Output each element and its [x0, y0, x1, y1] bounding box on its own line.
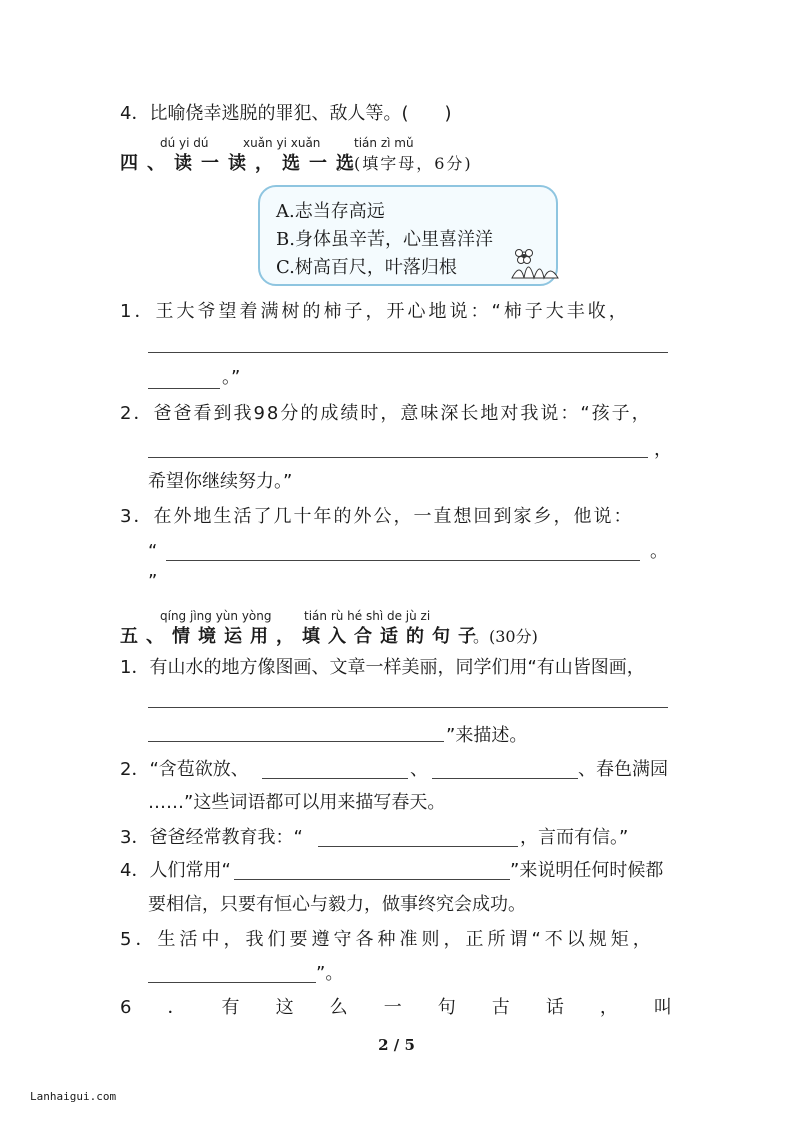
s5-item-2-sep: 、: [410, 759, 428, 780]
options-box: [258, 185, 558, 286]
s5-item-2-blank-a[interactable]: [262, 778, 408, 779]
pinyin-tian-zi-mu: tián zì mǔ: [354, 136, 414, 150]
s5-item-6-char: 么: [329, 997, 348, 1018]
s5-item-6-char: ．: [167, 997, 186, 1018]
s5-item-6-char: 句: [437, 997, 456, 1018]
s4-item-1-tail: 。”: [222, 367, 241, 388]
section-5-heading: 五、情境运用，填入合适的句子: [120, 626, 484, 647]
question-4-prev: 4．比喻侥幸逃脱的罪犯、敌人等。( ): [120, 103, 452, 124]
s5-item-6-char: 有: [221, 997, 240, 1018]
s5-item-2-tail: ……”这些词语都可以用来描写春天。: [148, 792, 446, 813]
s5-item-3-end: ，言而有信。”: [520, 827, 629, 848]
pinyin-tian-ru-he-shi-de-ju-zi: tián rù hé shì de jù zi: [304, 609, 431, 623]
s5-item-6-char: 古: [491, 997, 510, 1018]
s4-item-1: 1．王大爷望着满树的柿子，开心地说：“柿子大丰收，: [120, 301, 630, 322]
s5-item-6: [120, 996, 672, 1020]
s4-item-2: 2．爸爸看到我98分的成绩时，意味深长地对我说：“孩子，: [120, 403, 652, 424]
s4-item-3-period: 。: [650, 541, 668, 562]
s5-item-1-blank-a[interactable]: [148, 707, 668, 708]
s5-item-4-head: 4．人们常用“: [120, 860, 231, 881]
section-4-note: 。(填字母，6分): [336, 154, 473, 173]
option-b: B.身体虽辛苦，心里喜洋洋: [276, 229, 493, 250]
s5-item-6-char: 一: [383, 997, 402, 1018]
s5-item-2-blank-b[interactable]: [432, 778, 578, 779]
s5-item-1-blank-b[interactable]: [148, 741, 444, 742]
s4-item-3-blank[interactable]: [166, 560, 640, 561]
s4-item-1-blank-b[interactable]: [148, 388, 220, 389]
s5-item-5-blank[interactable]: [148, 982, 316, 983]
s5-item-1: 1．有山水的地方像图画、文章一样美丽，同学们用“有山皆图画，: [120, 657, 645, 678]
option-c: C.树高百尺，叶落归根: [276, 257, 457, 278]
s5-item-6-char: 这: [275, 997, 294, 1018]
s5-item-4-end: ”来说明任何时候都: [510, 860, 664, 881]
s5-item-2-end: 、春色满园: [578, 759, 668, 780]
s5-item-3-blank[interactable]: [318, 846, 518, 847]
s4-item-3-open-quote: “: [148, 541, 158, 562]
s5-item-3-head: 3．爸爸经常教育我：“: [120, 827, 303, 848]
s4-item-3: 3．在外地生活了几十年的外公，一直想回到家乡，他说：: [120, 506, 634, 527]
s4-item-1-blank-a[interactable]: [148, 352, 668, 353]
pinyin-qing-jing-yun-yong: qíng jìng yùn yòng: [160, 609, 272, 623]
s4-item-3-close-quote: ”: [148, 571, 158, 592]
s5-item-2-head: 2．“含苞欲放、: [120, 759, 249, 780]
section-5-note: 。(30分): [473, 627, 538, 646]
s5-item-4-blank[interactable]: [234, 879, 510, 880]
flower-grass-icon: [510, 242, 562, 280]
s5-item-4-tail: 要相信，只要有恒心与毅力，做事终究会成功。: [148, 894, 526, 915]
pinyin-xuan-yi-xuan: xuǎn yi xuǎn: [243, 136, 321, 150]
s4-item-2-comma: ，: [654, 439, 672, 460]
s5-item-5: 5．生活中，我们要遵守各种准则，正所谓“不以规矩，: [120, 929, 655, 950]
option-a: A.志当存高远: [276, 201, 385, 222]
s5-item-6-char: 话: [545, 997, 564, 1018]
page-number: 2 / 5: [378, 1036, 415, 1054]
s4-item-2-tail: 希望你继续努力。”: [148, 471, 293, 492]
s5-item-1-tail: ”来描述。: [446, 725, 528, 746]
footer-site: Lanhaigui.com: [30, 1090, 117, 1103]
s5-item-5-tail: ”。: [316, 963, 344, 984]
s4-item-2-blank[interactable]: [148, 457, 648, 458]
s5-item-6-char: 叫: [653, 997, 672, 1018]
s5-item-6-char: 6: [120, 997, 132, 1018]
pinyin-du-yi-du: dú yi dú: [160, 136, 209, 150]
s5-item-6-char: ，: [599, 997, 618, 1018]
section-4-heading: 四、读一读，选一选: [120, 153, 363, 174]
